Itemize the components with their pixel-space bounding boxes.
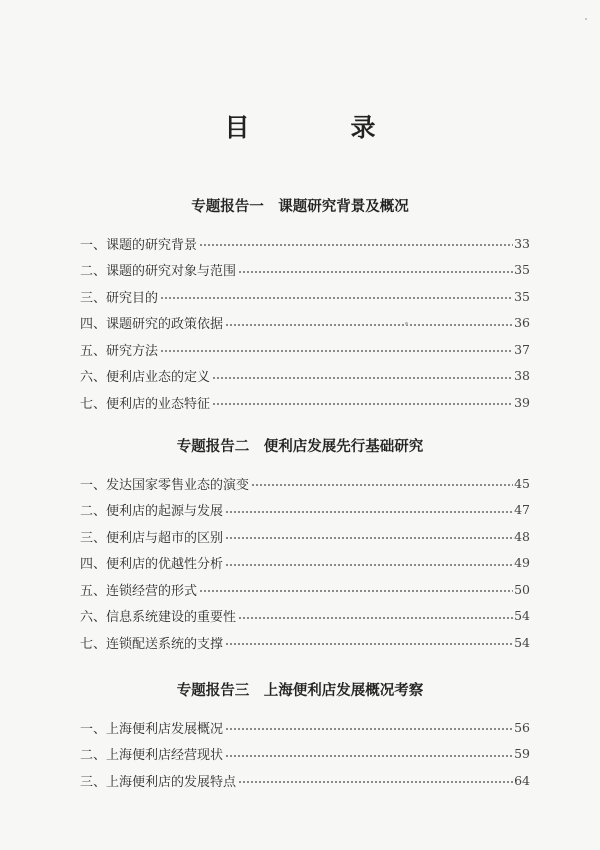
toc-entry-label: 三、上海便利店的发展特点 (80, 774, 237, 790)
section-heading: 专题报告二 便利店发展先行基础研究 (176, 438, 424, 455)
toc-entry-label: 五、研究方法 (80, 343, 159, 359)
toc-entry[interactable] (80, 283, 530, 310)
toc-entry-page: 39 (514, 394, 530, 410)
toc-entry-label: 五、连锁经营的形式 (80, 583, 198, 599)
toc-entry-page: 54 (514, 634, 530, 650)
toc-entry-page: 50 (514, 581, 530, 597)
toc-entry-page: 33 (514, 235, 530, 251)
scan-speck (585, 18, 587, 20)
toc-entry-label: 三、便利店与超市的区别 (80, 530, 224, 546)
toc-entry-page: 45 (514, 475, 530, 491)
toc-section-1 (0, 196, 600, 416)
toc-entry[interactable] (80, 310, 530, 337)
toc-entry-label: 二、上海便利店经营现状 (80, 748, 224, 764)
toc-entry[interactable] (80, 497, 530, 524)
scan-speck (405, 322, 408, 325)
toc-entry-page: 38 (514, 368, 530, 384)
toc-entry[interactable] (80, 603, 530, 630)
leader-dots (160, 297, 513, 299)
toc-entry-label: 一、上海便利店发展概况 (80, 721, 224, 737)
leader-dots (225, 755, 513, 757)
leader-dots (225, 564, 513, 566)
leader-dots (225, 728, 513, 730)
toc-entry-label: 七、连锁配送系统的支撑 (80, 636, 224, 652)
toc-entry[interactable] (80, 523, 530, 550)
toc-entry-page: 35 (514, 262, 530, 278)
toc-entry[interactable] (80, 576, 530, 603)
toc-entry[interactable] (80, 230, 530, 257)
leader-dots (199, 244, 513, 246)
toc-entry[interactable] (80, 470, 530, 497)
leader-dots (225, 324, 513, 326)
leader-dots (212, 377, 513, 379)
leader-dots (238, 271, 513, 273)
toc-entry-page: 36 (514, 315, 530, 331)
toc-entry[interactable] (80, 714, 530, 741)
toc-entry[interactable] (80, 389, 530, 416)
toc-entry-label: 四、便利店的优越性分析 (80, 557, 224, 573)
toc-section-3 (0, 680, 600, 794)
toc-section-2 (0, 436, 600, 656)
toc-entry-page: 35 (514, 288, 530, 304)
toc-entry[interactable] (80, 629, 530, 656)
toc-entry-page: 47 (514, 502, 530, 518)
toc-entry-page: 37 (514, 341, 530, 357)
leader-dots (225, 537, 513, 539)
section-heading: 专题报告一 课题研究背景及概况 (191, 198, 409, 215)
toc-entry-page: 56 (514, 719, 530, 735)
toc-entry[interactable] (80, 257, 530, 284)
toc-entry-page: 48 (514, 528, 530, 544)
leader-dots (225, 643, 513, 645)
toc-entry-page: 54 (514, 608, 530, 624)
toc-entry[interactable] (80, 741, 530, 768)
toc-entry-page: 49 (514, 555, 530, 571)
page-title: 目 录 (224, 113, 414, 142)
toc-entry-label: 二、便利店的起源与发展 (80, 504, 224, 520)
toc-entry[interactable] (80, 550, 530, 577)
toc-entry-label: 七、便利店的业态特征 (80, 396, 211, 412)
leader-dots (238, 617, 513, 619)
leader-dots (199, 590, 513, 592)
toc-entry-page: 64 (514, 772, 530, 788)
toc-entry-label: 六、便利店业态的定义 (80, 370, 211, 386)
leader-dots (225, 511, 513, 513)
toc-entry[interactable] (80, 363, 530, 390)
section-heading: 专题报告三 上海便利店发展概况考察 (176, 682, 424, 699)
toc-entry-label: 一、发达国家零售业态的演变 (80, 477, 250, 493)
toc-entry-label: 三、研究目的 (80, 290, 159, 306)
toc-entry[interactable] (80, 336, 530, 363)
toc-entry-label: 二、课题的研究对象与范围 (80, 264, 237, 280)
leader-dots (238, 781, 513, 783)
toc-entry-label: 一、课题的研究背景 (80, 237, 198, 253)
leader-dots (160, 350, 513, 352)
leader-dots (212, 403, 513, 405)
toc-entry-label: 四、课题研究的政策依据 (80, 317, 224, 333)
toc-entry-page: 59 (514, 746, 530, 762)
leader-dots (251, 484, 513, 486)
toc-entry[interactable] (80, 767, 530, 794)
toc-entry-label: 六、信息系统建设的重要性 (80, 610, 237, 626)
